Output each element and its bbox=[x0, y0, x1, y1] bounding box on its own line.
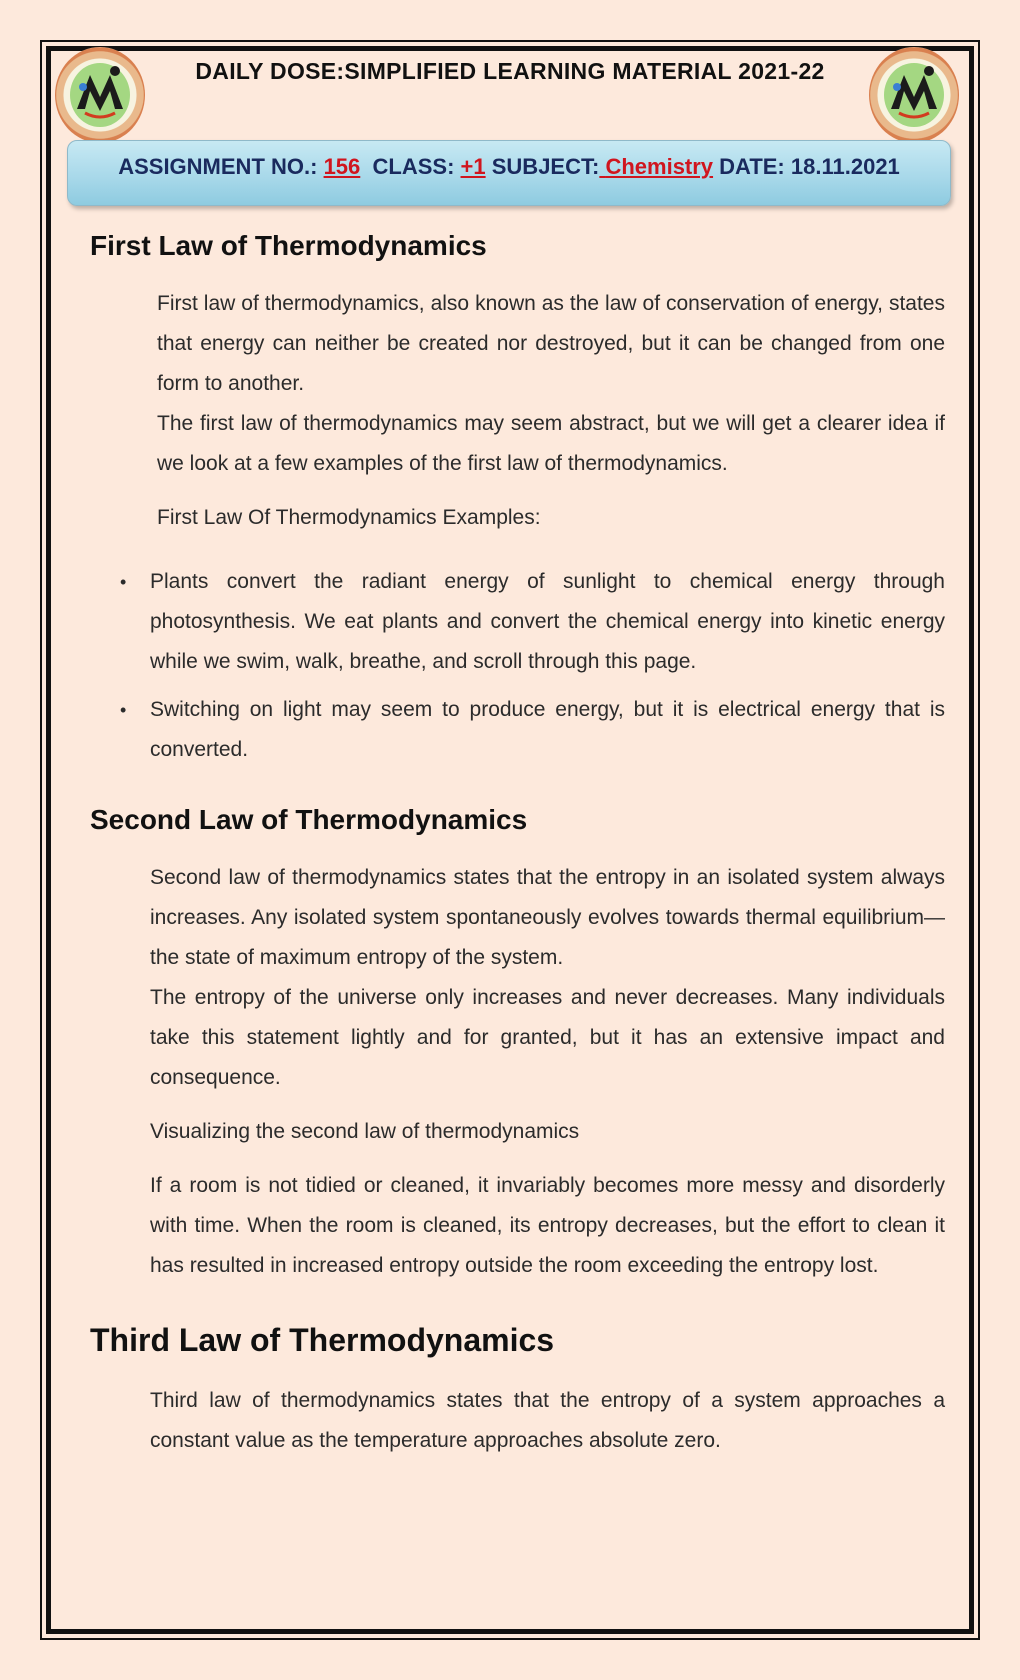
page-title: DAILY DOSE:SIMPLIFIED LEARNING MATERIAL 2021-22 bbox=[195, 58, 825, 84]
second-law-paragraph-2: The entropy of the universe only increases and never decreases. Many individuals take this statement lightly and for granted, but it has an extensive impact and consequence. bbox=[150, 986, 945, 1089]
third-law-paragraph-1: Third law of thermodynamics states that the entropy of a system approaches a constant value as the temperature approaches absolute zero. bbox=[150, 1389, 945, 1452]
subject-value: Chemistry bbox=[605, 154, 714, 179]
assignment-no-label: ASSIGNMENT NO.: bbox=[118, 154, 318, 179]
second-law-heading: Second Law of Thermodynamics bbox=[90, 804, 528, 835]
assignment-no-value: 156 bbox=[323, 154, 361, 179]
second-law-visual-label: Visualizing the second law of thermodynamics bbox=[150, 1120, 580, 1143]
first-law-heading: First Law of Thermodynamics bbox=[90, 230, 487, 261]
first-law-examples-list bbox=[90, 562, 945, 770]
assignment-info-bar bbox=[67, 140, 951, 206]
second-law-paragraph-3: If a room is not tidied or cleaned, it invariably becomes more messy and disorderly with time. When the room is cleaned, its entropy decreases, but the effort to clean it has resulted in increased entropy outside the room exceeding the entropy lost. bbox=[150, 1174, 945, 1277]
third-law-heading: Third Law of Thermodynamics bbox=[90, 1322, 555, 1358]
first-law-paragraph-2: The first law of thermodynamics may seem abstract, but we will get a clearer idea if we look at a few examples of the first law of thermodynamics. bbox=[157, 412, 945, 475]
list-item: • Plants convert the radiant energy of sunlight to chemical energy through photosynthesis. We eat plants and convert the chemical energy into kinetic energy while we swim, walk, breathe, and scroll through this page. bbox=[90, 562, 945, 682]
second-law-paragraph-1: Second law of thermodynamics states that the entropy in an isolated system always increases. Any isolated system spontaneously evolves towards thermal equilibrium—the state of maximum entropy of the system. bbox=[150, 866, 945, 969]
list-item: • Switching on light may seem to produce energy, but it is electrical energy that is converted. bbox=[90, 690, 945, 770]
first-law-examples-label: First Law Of Thermodynamics Examples: bbox=[157, 506, 541, 529]
class-label: CLASS: bbox=[372, 154, 455, 179]
main-content bbox=[90, 230, 945, 1461]
date-label: DATE: bbox=[719, 154, 785, 179]
school-logo-left bbox=[55, 47, 145, 143]
school-logo-right bbox=[869, 47, 959, 143]
first-law-paragraph-1: First law of thermodynamics, also known as the law of conservation of energy, states that energy can neither be created nor destroyed, but it can be changed from one form to another. bbox=[157, 292, 945, 395]
date-value: 18.11.2021 bbox=[790, 154, 900, 179]
subject-label: SUBJECT: bbox=[491, 154, 600, 179]
class-value: +1 bbox=[460, 154, 486, 179]
